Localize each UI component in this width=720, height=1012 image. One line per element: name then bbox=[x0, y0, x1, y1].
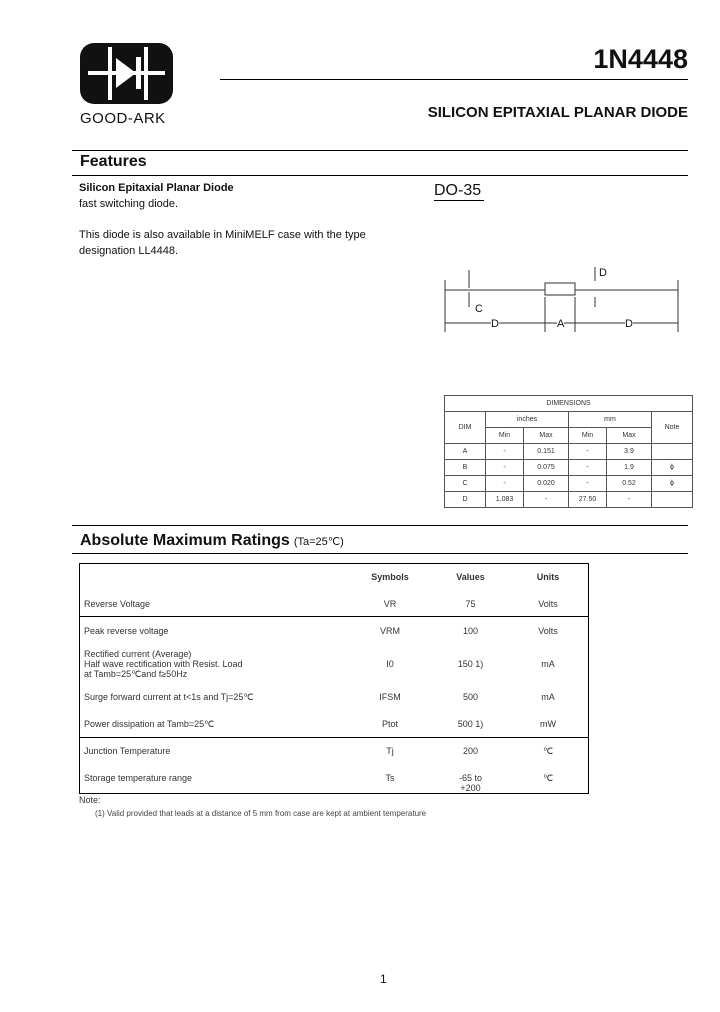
unit-cell: ℃ bbox=[542, 773, 554, 783]
dim-row bbox=[445, 460, 693, 476]
dim-label-d-left: D bbox=[491, 318, 499, 330]
feature-line-3: This diode is also available in MiniMELF case with the type bbox=[79, 229, 366, 241]
unit-cell: mW bbox=[540, 719, 556, 729]
ratings-title bbox=[80, 532, 344, 550]
dim-cell: - bbox=[486, 460, 524, 476]
features-top-rule bbox=[72, 150, 688, 151]
note-header: Note bbox=[652, 412, 693, 444]
features-bottom-rule bbox=[72, 175, 688, 176]
param-line-3: at Tamb=25℃and f≥50Hz bbox=[84, 669, 188, 679]
dim-cell: 1.083 bbox=[486, 492, 524, 508]
dim-row bbox=[445, 492, 693, 508]
param-line-1: Rectified current (Average) bbox=[84, 649, 192, 659]
symbol-cell: I0 bbox=[386, 659, 394, 669]
dim-cell: ϕ bbox=[652, 460, 693, 476]
units-header: Units bbox=[536, 572, 560, 582]
dim-label-c: C bbox=[475, 303, 483, 315]
dim-cell: - bbox=[524, 492, 569, 508]
value-cell: -65 to +200 bbox=[458, 773, 482, 793]
symbols-header: Symbols bbox=[371, 572, 409, 582]
dim-row bbox=[445, 444, 693, 460]
dim-cell: - bbox=[486, 444, 524, 460]
inches-header: inches bbox=[486, 412, 569, 428]
param-cell bbox=[84, 649, 243, 679]
param-cell: Power dissipation at Tamb=25℃ bbox=[84, 719, 215, 729]
feature-line-4: designation LL4448. bbox=[79, 245, 179, 257]
symbol-cell: Tj bbox=[386, 746, 394, 756]
dimensions-table bbox=[444, 395, 693, 508]
dim-cell bbox=[652, 492, 693, 508]
mm-min-header: Min bbox=[569, 428, 607, 444]
dim-cell bbox=[652, 444, 693, 460]
param-cell: Junction Temperature bbox=[84, 746, 171, 756]
values-header: Values bbox=[456, 572, 485, 582]
dim-cell: - bbox=[486, 476, 524, 492]
dim-cell: 0.151 bbox=[524, 444, 569, 460]
page-number: 1 bbox=[380, 972, 387, 986]
dim-cell: 27.50 bbox=[569, 492, 607, 508]
dim-cell: 0.075 bbox=[524, 460, 569, 476]
package-name: DO-35 bbox=[434, 182, 482, 199]
dim-cell: C bbox=[445, 476, 486, 492]
mm-header: mm bbox=[569, 412, 652, 428]
mm-max-header: Max bbox=[607, 428, 652, 444]
dim-cell: - bbox=[569, 460, 607, 476]
value-cell: 500 bbox=[462, 692, 479, 702]
symbol-cell: IFSM bbox=[379, 692, 401, 702]
dim-table-title: DIMENSIONS bbox=[445, 396, 693, 412]
value-cell: 200 bbox=[462, 746, 479, 756]
dim-cell: - bbox=[569, 444, 607, 460]
dim-cell: A bbox=[445, 444, 486, 460]
param-cell: Peak reverse voltage bbox=[84, 626, 169, 636]
dim-cell: - bbox=[569, 476, 607, 492]
param-cell: Surge forward current at t<1s and Tj=25℃ bbox=[84, 692, 254, 702]
dim-col-header: DIM bbox=[445, 412, 486, 444]
dim-cell: ϕ bbox=[652, 476, 693, 492]
dim-cell: 0.020 bbox=[524, 476, 569, 492]
dim-cell: - bbox=[607, 492, 652, 508]
dim-label-d-top: D bbox=[599, 267, 607, 279]
value-cell: 75 bbox=[465, 599, 476, 609]
features-title: Features bbox=[80, 153, 147, 170]
header-divider bbox=[220, 79, 688, 80]
dim-cell: B bbox=[445, 460, 486, 476]
package-underline bbox=[434, 200, 484, 201]
brand-name: GOOD-ARK bbox=[80, 110, 166, 127]
note-text: (1) Valid provided that leads at a distance of 5 mm from case are kept at ambient temperature bbox=[95, 809, 427, 818]
unit-cell: ℃ bbox=[542, 746, 554, 756]
feature-line-1: Silicon Epitaxial Planar Diode bbox=[79, 182, 234, 194]
product-subtitle: SILICON EPITAXIAL PLANAR DIODE bbox=[427, 104, 688, 121]
note-label: Note: bbox=[79, 795, 101, 805]
value-cell: 150 1) bbox=[457, 659, 484, 669]
ratings-condition: (Ta=25℃) bbox=[293, 536, 344, 548]
dim-label-a: A bbox=[557, 318, 565, 330]
inches-max-header: Max bbox=[524, 428, 569, 444]
dim-cell: 1.9 bbox=[607, 460, 652, 476]
part-number: 1N4448 bbox=[593, 44, 688, 74]
param-line-2: Half wave rectification with Resist. Load bbox=[84, 659, 243, 669]
ratings-table bbox=[79, 563, 589, 794]
symbol-cell: Ptot bbox=[381, 719, 398, 729]
value-cell: 100 bbox=[462, 626, 479, 636]
symbol-cell: VR bbox=[383, 599, 397, 609]
ratings-title-text: Absolute Maximum Ratings bbox=[80, 532, 290, 549]
ratings-top-rule bbox=[72, 525, 688, 526]
feature-line-2: fast switching diode. bbox=[79, 198, 179, 210]
dim-cell: 3.9 bbox=[607, 444, 652, 460]
ratings-bottom-rule bbox=[72, 553, 688, 554]
value-cell: 500 1) bbox=[457, 719, 484, 729]
dim-cell: D bbox=[445, 492, 486, 508]
symbol-cell: Ts bbox=[385, 773, 395, 783]
param-cell: Reverse Voltage bbox=[84, 599, 151, 609]
row-divider bbox=[80, 737, 588, 738]
row-divider bbox=[80, 616, 588, 617]
unit-cell: mA bbox=[541, 692, 555, 702]
unit-cell: Volts bbox=[538, 599, 558, 609]
unit-cell: mA bbox=[541, 659, 555, 669]
dim-row bbox=[445, 476, 693, 492]
param-cell: Storage temperature range bbox=[84, 773, 193, 783]
dim-label-d-right: D bbox=[625, 318, 633, 330]
symbol-cell: VRM bbox=[380, 626, 400, 636]
unit-cell: Volts bbox=[538, 626, 558, 636]
inches-min-header: Min bbox=[486, 428, 524, 444]
dim-cell: 0.52 bbox=[607, 476, 652, 492]
company-logo bbox=[80, 43, 173, 104]
